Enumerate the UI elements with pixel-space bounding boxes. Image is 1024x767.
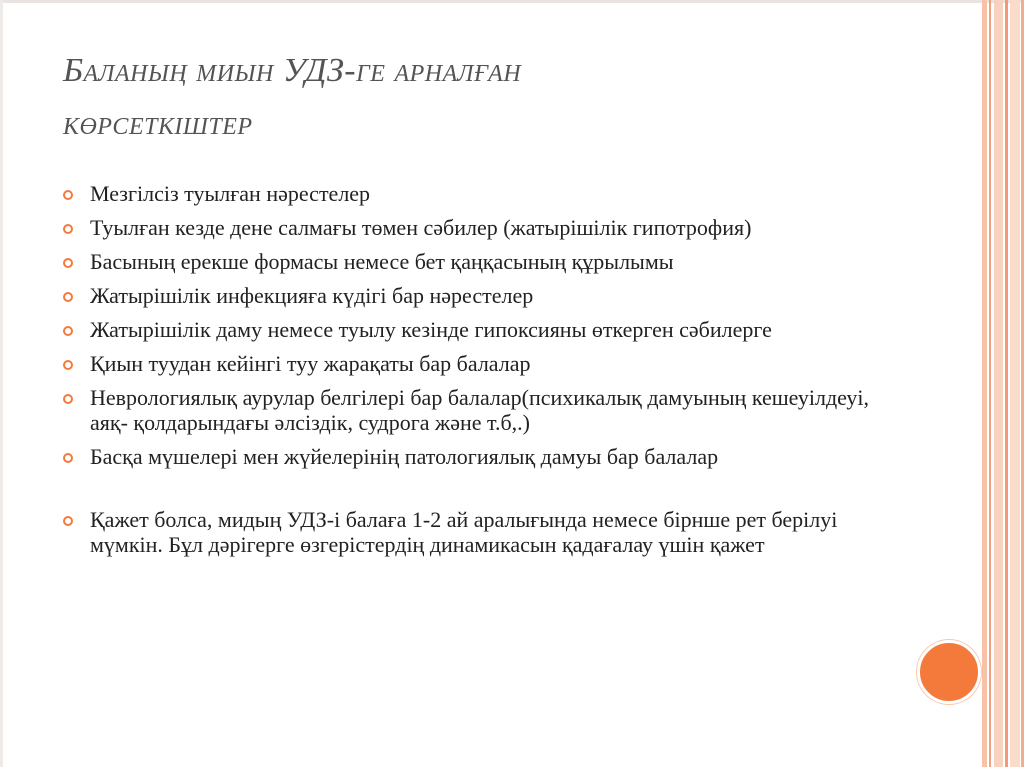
decor-stripe (994, 0, 1003, 767)
bullet-item (60, 385, 910, 435)
bullet-text: Қажет болса, мидың УДЗ-і балаға 1-2 ай аралығында немесе бірнше рет берілуі мүмкін. Бұл дәрігерге өзгерістердің динамикасын қадағалау үшін қажет (90, 507, 838, 557)
bullet-ring-icon (63, 224, 73, 234)
decor-orange-circle (917, 640, 981, 704)
bullet-text: Басқа мүшелері мен жүйелерінің патологиялық дамуы бар балалар (90, 444, 719, 469)
bullet-item (60, 507, 910, 557)
bullet-list (60, 181, 910, 566)
bullet-ring-icon (63, 394, 73, 404)
bullet-ring-icon (63, 360, 73, 370)
bullet-ring-icon (63, 326, 73, 336)
slide-title-line-1: Баланың миын УДЗ-ге арналған (63, 52, 522, 89)
bullet-item (60, 249, 910, 274)
bullet-ring-icon (63, 190, 73, 200)
bullet-item (60, 351, 910, 376)
decor-stripe (989, 0, 991, 767)
bullet-text: Қиын туудан кейінгі туу жарақаты бар балалар (90, 351, 531, 376)
slide-title-line-2: көрсеткіштер (63, 105, 253, 142)
slide-top-border (0, 0, 1024, 3)
bullet-item (60, 283, 910, 308)
bullet-text: Басының ерекше формасы немесе бет қаңқасының құрылымы (90, 249, 674, 274)
bullet-text: Неврологиялық аурулар белгілері бар балалар(психикалық дамуының кешеуілдеуі, аяқ- қолдарындағы әлсіздік, судрога және т.б,.) (90, 385, 869, 435)
decor-stripe (982, 0, 987, 767)
decor-stripe (1010, 0, 1020, 767)
bullet-item (60, 444, 910, 469)
bullet-item (60, 317, 910, 342)
slide-left-border (0, 0, 3, 767)
slide-title (63, 44, 923, 150)
bullet-item (60, 181, 910, 206)
decor-stripe (1005, 0, 1008, 767)
bullet-item (60, 215, 910, 240)
bullet-ring-icon (63, 292, 73, 302)
bullet-text: Жатырішілік даму немесе туылу кезінде гипоксияны өткерген сәбилерге (90, 317, 772, 342)
bullet-text: Жатырішілік инфекцияға күдігі бар нәрестелер (90, 283, 534, 308)
bullet-text: Туылған кезде дене салмағы төмен сәбилер (жатырішілік гипотрофия) (90, 215, 752, 240)
bullet-ring-icon (63, 258, 73, 268)
bullet-ring-icon (63, 453, 73, 463)
bullet-ring-icon (63, 516, 73, 526)
bullet-text: Мезгілсіз туылған нәрестелер (90, 181, 371, 206)
